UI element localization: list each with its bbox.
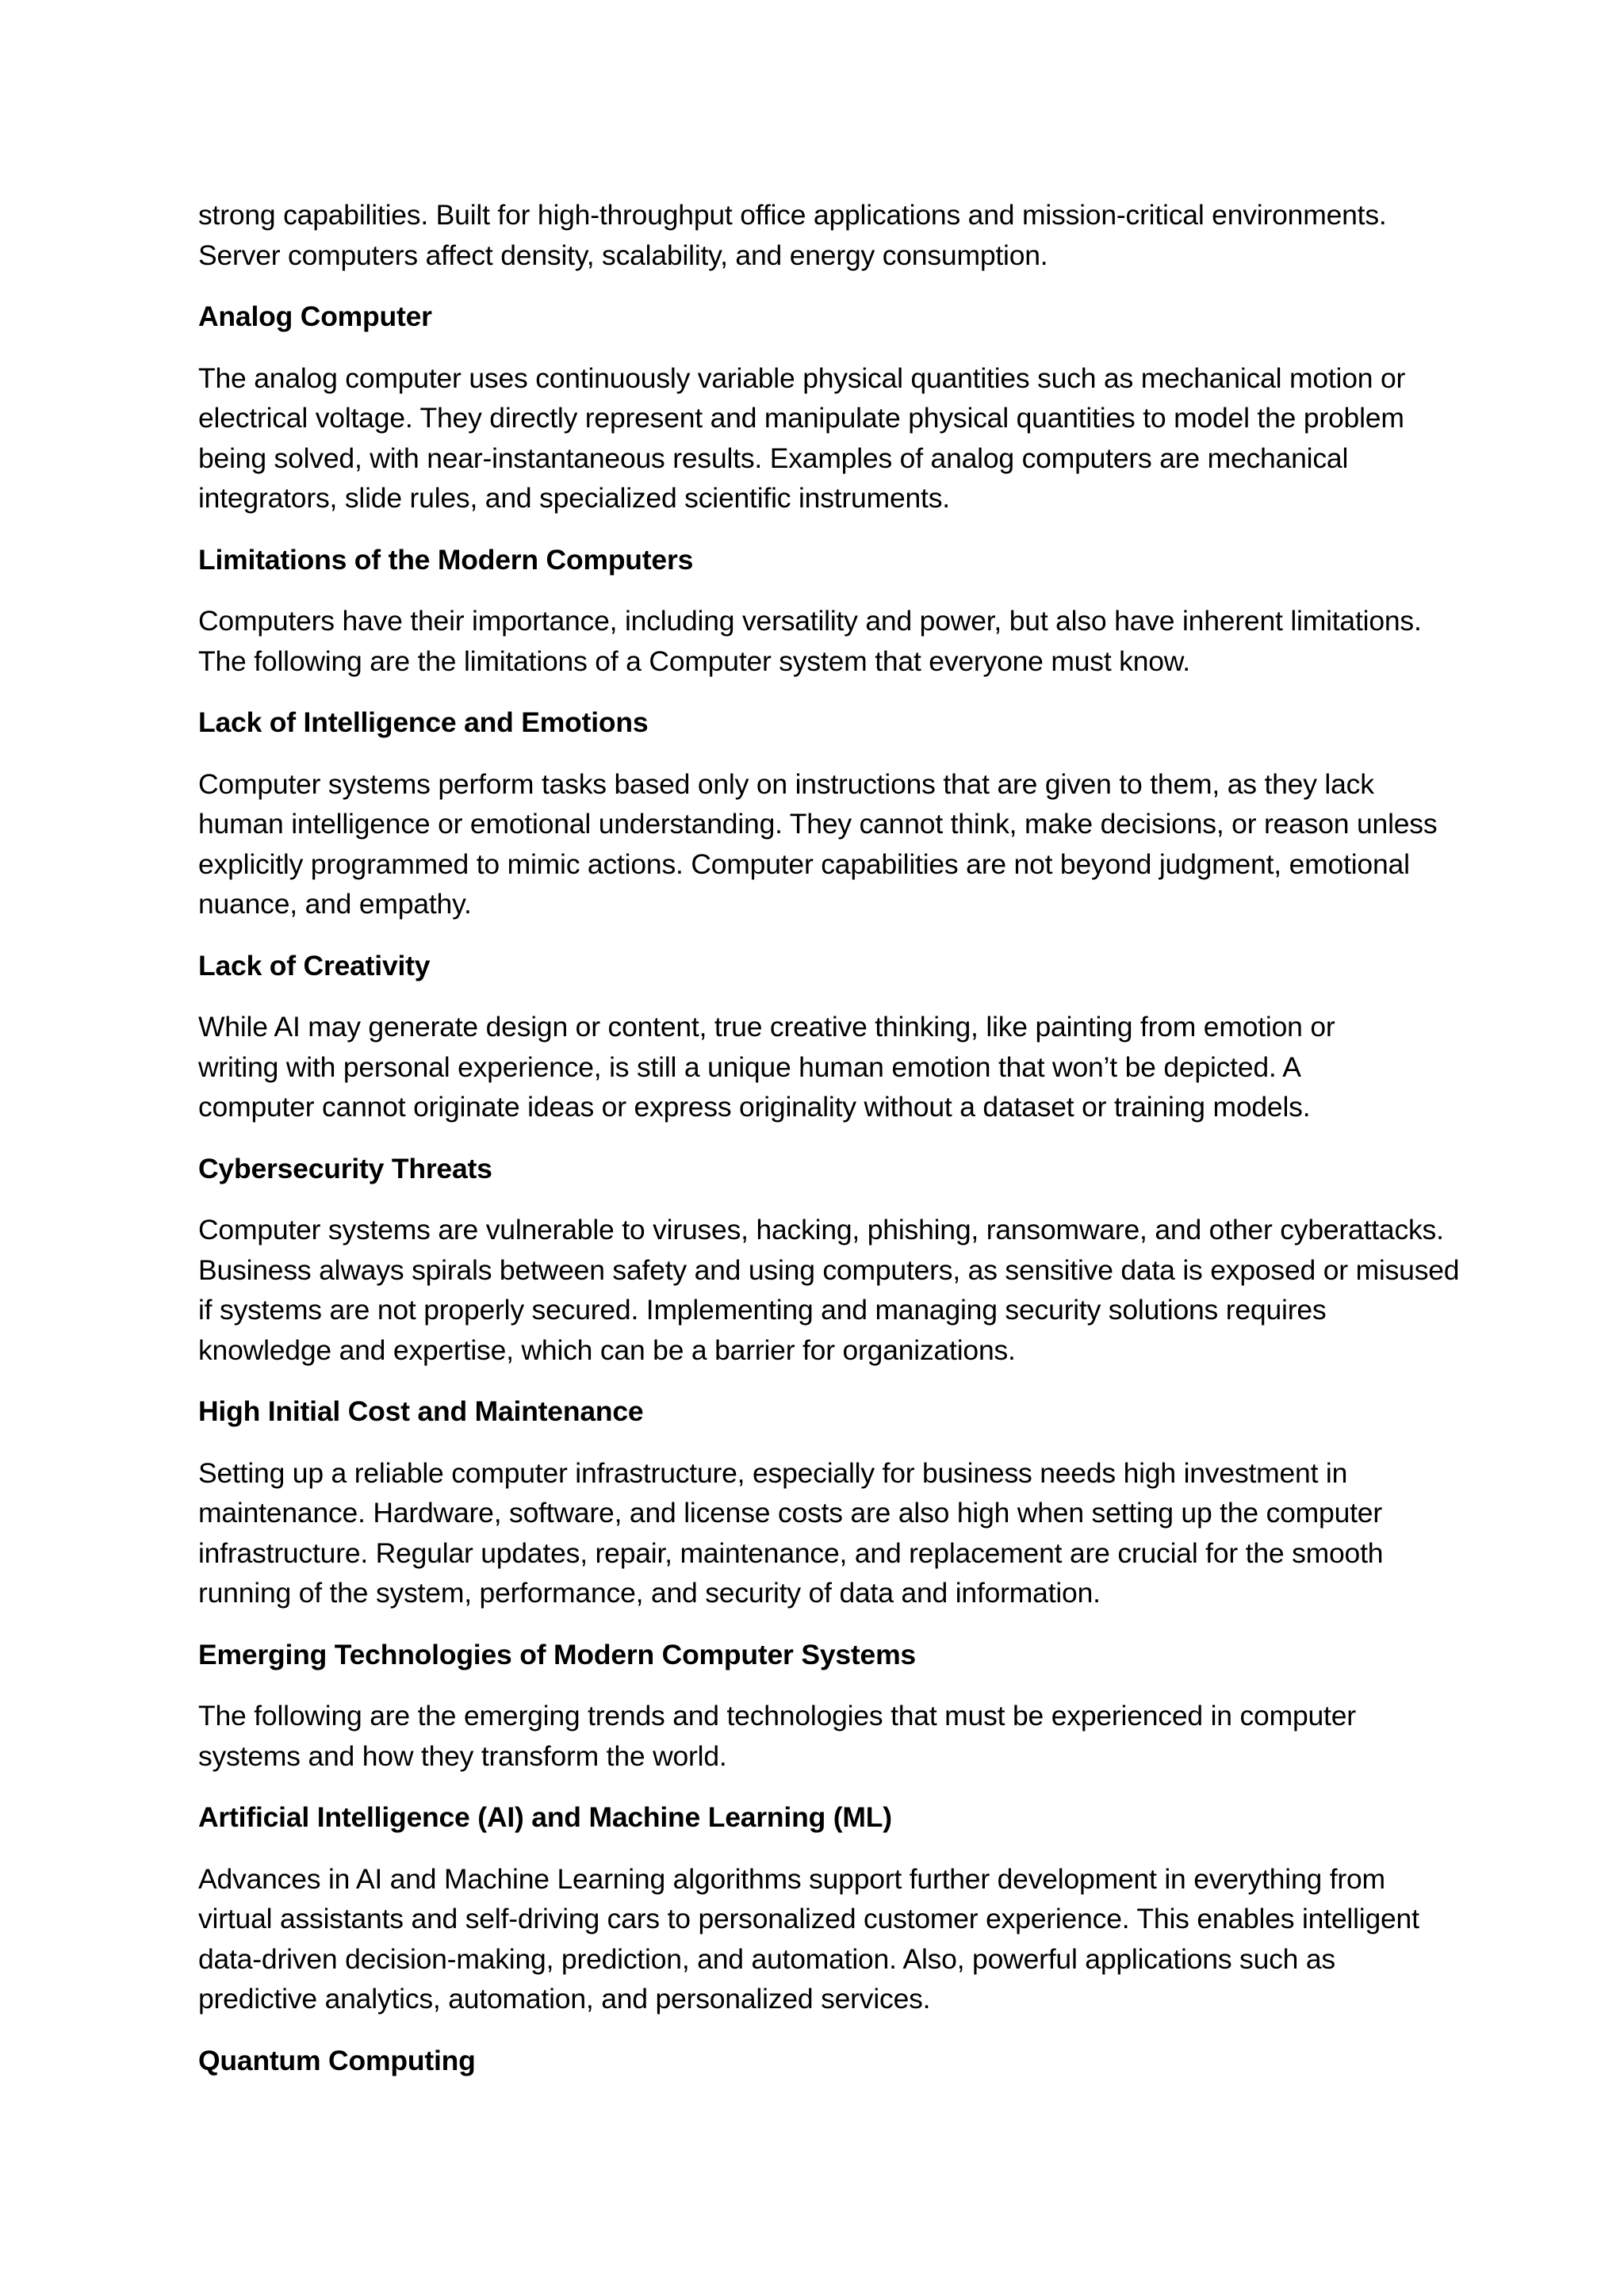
paragraph-line: being solved, with near-instantaneous results. Examples of analog computers are mechanical: [198, 442, 1349, 474]
heading-text: Cybersecurity Threats: [198, 1152, 492, 1184]
paragraph-line: predictive analytics, automation, and personalized services.: [198, 1983, 931, 2015]
section-heading: [198, 1149, 1443, 1189]
paragraph-line: human intelligence or emotional understanding. They cannot think, make decisions, or reason unless: [198, 808, 1438, 840]
paragraph-line: Computer systems are vulnerable to viruses, hacking, phishing, ransomware, and other cyberattacks.: [198, 1214, 1444, 1246]
body-paragraph: [198, 1696, 1443, 1776]
paragraph-line: Business always spirals between safety and using computers, as sensitive data is exposed or misused: [198, 1253, 1460, 1286]
paragraph-line: strong capabilities. Built for high-throughput office applications and mission-critical environments.: [198, 199, 1387, 231]
paragraph-line: writing with personal experience, is still a unique human emotion that won’t be depicted. A: [198, 1050, 1301, 1083]
heading-text: Lack of Intelligence and Emotions: [198, 706, 649, 738]
paragraph-line: data-driven decision-making, prediction, and automation. Also, powerful applications such as: [198, 1942, 1335, 1975]
body-paragraph: [198, 358, 1443, 519]
heading-text: Emerging Technologies of Modern Computer Systems: [198, 1638, 916, 1670]
paragraph-line: computer cannot originate ideas or express originality without a dataset or training models.: [198, 1091, 1311, 1123]
section-heading: [198, 1797, 1443, 1838]
section-heading: [198, 297, 1443, 337]
body-paragraph: [198, 1210, 1460, 1370]
section-heading: [198, 1635, 1443, 1675]
paragraph-line: knowledge and expertise, which can be a barrier for organizations.: [198, 1334, 1016, 1366]
heading-text: Lack of Creativity: [198, 949, 431, 982]
section-heading: [198, 2041, 1443, 2081]
paragraph-line: integrators, slide rules, and specialized scientific instruments.: [198, 482, 950, 514]
paragraph-line: Advances in AI and Machine Learning algorithms support further development in everything from: [198, 1862, 1385, 1895]
paragraph-line: Computers have their importance, including versatility and power, but also have inherent limitations.: [198, 605, 1422, 637]
paragraph-line: The following are the emerging trends and technologies that must be experienced in computer: [198, 1700, 1356, 1732]
body-paragraph: [198, 195, 1443, 275]
heading-text: Analog Computer: [198, 300, 432, 332]
paragraph-line: Setting up a reliable computer infrastructure, especially for business needs high investment in: [198, 1456, 1348, 1489]
heading-text: Limitations of the Modern Computers: [198, 543, 694, 576]
section-heading: [198, 540, 1443, 580]
paragraph-line: Computer systems perform tasks based only on instructions that are given to them, as they lack: [198, 767, 1374, 800]
section-heading: [198, 1391, 1443, 1432]
paragraph-line: While AI may generate design or content, true creative thinking, like painting from emotion or: [198, 1011, 1335, 1043]
section-heading: [198, 946, 1443, 986]
paragraph-line: maintenance. Hardware, software, and license costs are also high when setting up the computer: [198, 1497, 1382, 1529]
paragraph-line: The analog computer uses continuously variable physical quantities such as mechanical motion or: [198, 362, 1406, 394]
heading-text: Quantum Computing: [198, 2044, 476, 2076]
paragraph-line: infrastructure. Regular updates, repair, maintenance, and replacement are crucial for the smooth: [198, 1536, 1384, 1569]
paragraph-line: virtual assistants and self-driving cars to personalized customer experience. This enables intelligent: [198, 1903, 1419, 1934]
section-heading: [198, 702, 1443, 743]
paragraph-line: systems and how they transform the world.: [198, 1739, 727, 1772]
paragraph-line: running of the system, performance, and security of data and information.: [198, 1577, 1101, 1609]
paragraph-line: nuance, and empathy.: [198, 888, 472, 920]
body-paragraph: [198, 1453, 1443, 1613]
paragraph-line: explicitly programmed to mimic actions. Computer capabilities are not beyond judgment, emotional: [198, 848, 1410, 880]
heading-text: Artificial Intelligence (AI) and Machine Learning (ML): [198, 1801, 892, 1833]
body-paragraph: [198, 1007, 1443, 1127]
paragraph-line: electrical voltage. They directly represent and manipulate physical quantities to model the problem: [198, 402, 1404, 434]
body-paragraph: [198, 601, 1443, 681]
document-body: [198, 195, 1460, 2102]
paragraph-line: if systems are not properly secured. Implementing and managing security solutions requires: [198, 1294, 1327, 1326]
heading-text: High Initial Cost and Maintenance: [198, 1395, 644, 1427]
paragraph-line: The following are the limitations of a Computer system that everyone must know.: [198, 645, 1190, 677]
paragraph-line: Server computers affect density, scalability, and energy consumption.: [198, 239, 1048, 271]
body-paragraph: [198, 764, 1443, 924]
body-paragraph: [198, 1859, 1443, 2019]
